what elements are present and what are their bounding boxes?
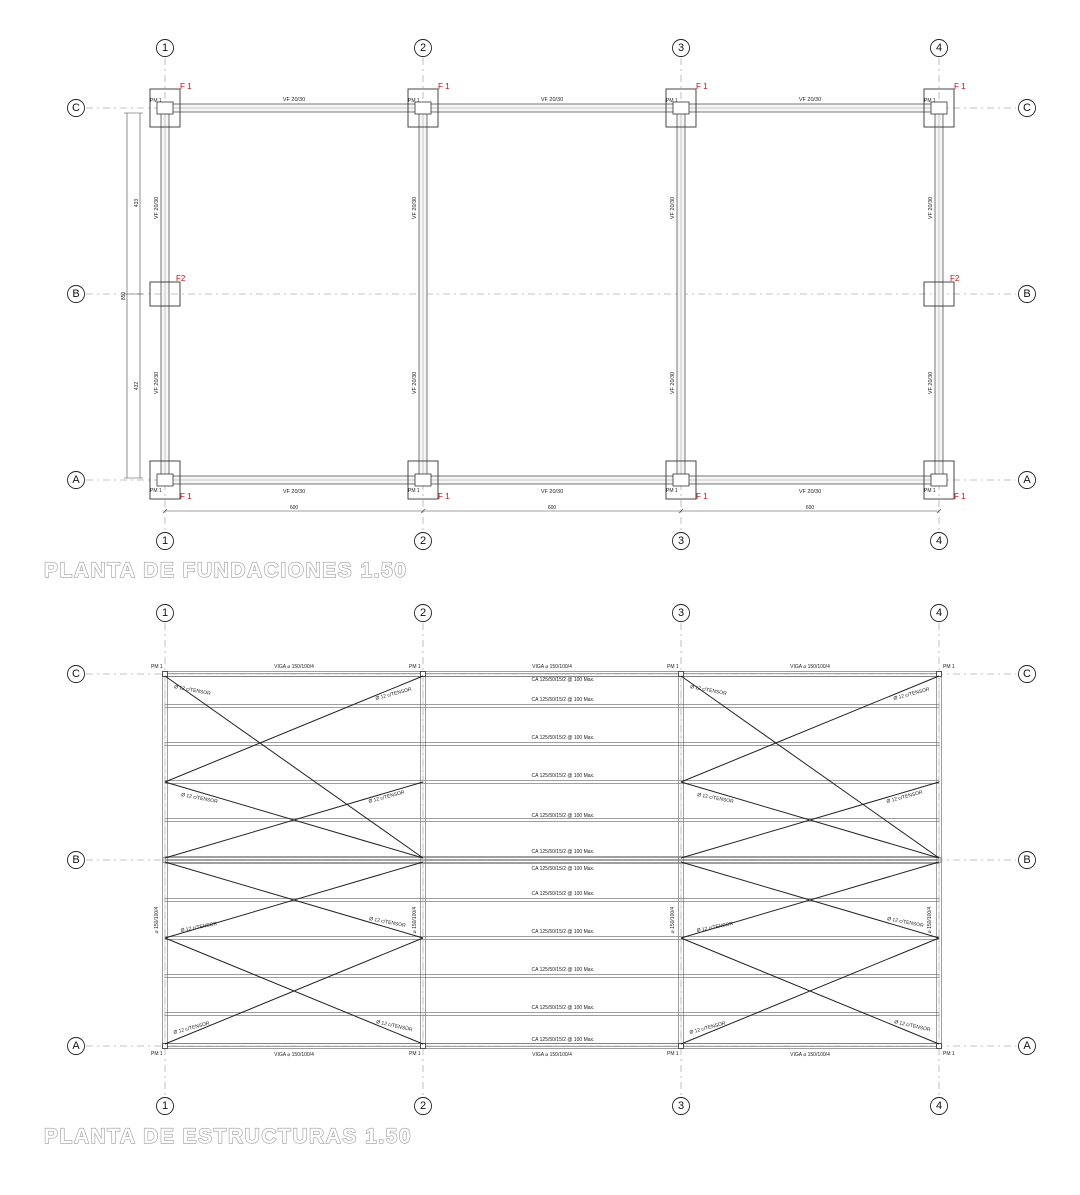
- beam-label: VF 20/30: [798, 97, 822, 103]
- footing-label: F 1: [438, 492, 450, 501]
- purlin-label: CA 125/50/15/2 @ 100 Max.: [531, 967, 595, 973]
- footing-label: F 1: [696, 82, 708, 91]
- beam-label: VF 20/30: [282, 489, 306, 495]
- purlin-ca: [165, 975, 939, 978]
- beam-label: VF 20/30: [154, 196, 160, 220]
- pier-label: PM 1: [667, 1051, 679, 1057]
- grid-bubble-label: 1: [161, 42, 169, 54]
- dimension-value: 432: [134, 381, 140, 391]
- grid-bubble-label: 4: [935, 1100, 943, 1112]
- purlin-label: CA 125/50/15/2 @ 100 Max.: [531, 813, 595, 819]
- grid-bubble-label: 3: [677, 535, 685, 547]
- dimension-value: 850: [121, 291, 127, 301]
- brace-label: Ø 12 c/TENSOR: [696, 921, 734, 934]
- grid-bubble-label: 3: [677, 607, 685, 619]
- grid-bubble-label: C: [72, 102, 80, 114]
- pier-label: PM 1: [150, 98, 162, 104]
- grid-bubble-label: 2: [419, 607, 427, 619]
- pier-pm1: [157, 474, 173, 486]
- pier-pm1: [421, 1044, 426, 1049]
- pier-label: PM 1: [151, 1051, 163, 1057]
- dimension-value: 600: [547, 505, 557, 511]
- grid-bubble-label: 4: [935, 42, 943, 54]
- beam-label: VF 20/30: [670, 196, 676, 220]
- purlin-label: CA 125/50/15/2 @ 100 Max.: [531, 891, 595, 897]
- pier-label: PM 1: [666, 488, 678, 494]
- grid-bubble-label: B: [72, 854, 80, 866]
- brace-label: Ø 12 c/TENSOR: [375, 1019, 413, 1034]
- beam-label: VIGA ⌀ 150/100/4: [274, 1052, 314, 1058]
- beam-label: VF 20/30: [412, 371, 418, 395]
- brace-label: Ø 12 c/TENSOR: [367, 789, 406, 805]
- pier-pm1: [421, 672, 426, 677]
- column-label: ⌀ 150/100/4: [154, 906, 160, 934]
- purlin-label: CA 125/50/15/2 @ 100 Max.: [531, 697, 595, 703]
- grid-bubble-label: 1: [161, 607, 169, 619]
- brace-label: Ø 12 c/TENSOR: [180, 921, 218, 934]
- purlin-ca: [165, 781, 939, 784]
- brace-label: Ø 12 c/TENSOR: [886, 916, 925, 930]
- grid-bubble-label: C: [1023, 102, 1031, 114]
- beam-label: VF 20/30: [540, 97, 564, 103]
- foundation-plan: [68, 40, 1036, 550]
- structure-plan-title: PLANTA DE ESTRUCTURAS 1.50: [44, 1125, 413, 1148]
- grid-bubble-label: B: [1023, 854, 1031, 866]
- pier-pm1: [673, 474, 689, 486]
- footing-label: F 1: [180, 82, 192, 91]
- beam-label: VF 20/30: [540, 489, 564, 495]
- column-label: ⌀ 150/100/4: [412, 906, 418, 934]
- pier-pm1: [931, 474, 947, 486]
- dimension-value: 600: [805, 505, 815, 511]
- tensor-brace: [681, 676, 939, 858]
- pier-label: PM 1: [943, 664, 955, 670]
- purlin-label: CA 125/50/15/2 @ 100 Max.: [531, 677, 595, 683]
- brace-label: Ø 12 c/TENSOR: [173, 684, 212, 698]
- brace-label: Ø 12 c/TENSOR: [893, 1019, 931, 1034]
- brace-label: Ø 12 c/TENSOR: [696, 792, 735, 806]
- footing-label: F 1: [180, 492, 192, 501]
- pier-label: PM 1: [667, 664, 679, 670]
- pier-pm1: [937, 1044, 942, 1049]
- purlin-label: CA 125/50/15/2 @ 100 Max.: [531, 1037, 595, 1043]
- purlin-ca: [165, 857, 939, 860]
- beam-label: VF 20/30: [282, 97, 306, 103]
- purlin-ca: [165, 937, 939, 940]
- beam-label: VIGA ⌀ 150/100/4: [532, 1052, 572, 1058]
- grid-bubble-label: A: [1023, 1040, 1031, 1052]
- brace-label: Ø 12 c/TENSOR: [374, 686, 413, 702]
- purlin-ca: [165, 1013, 939, 1016]
- pier-pm1: [679, 672, 684, 677]
- pier-label: PM 1: [924, 488, 936, 494]
- pier-label: PM 1: [408, 488, 420, 494]
- beam-label: VIGA ⌀ 150/100/4: [790, 1052, 830, 1058]
- purlin-label: CA 125/50/15/2 @ 100 Max.: [531, 773, 595, 779]
- beam-label: VF 20/30: [928, 196, 934, 220]
- column-label: ⌀ 150/100/4: [670, 906, 676, 934]
- beam-label: VF 20/30: [154, 371, 160, 395]
- pier-pm1: [415, 474, 431, 486]
- purlin-ca: [165, 899, 939, 902]
- purlin-label: CA 125/50/15/2 @ 100 Max.: [531, 866, 595, 872]
- purlin-label: CA 125/50/15/2 @ 100 Max.: [531, 1005, 595, 1011]
- footing-label: F 1: [696, 492, 708, 501]
- brace-label: Ø 12 c/TENSOR: [885, 789, 924, 805]
- brace-label: Ø 12 c/TENSOR: [172, 1020, 211, 1036]
- brace-label: Ø 12 c/TENSOR: [368, 916, 407, 930]
- beam-label: VIGA ⌀ 150/100/4: [274, 664, 314, 670]
- grid-bubble-label: B: [72, 288, 80, 300]
- grid-bubble-label: 1: [161, 535, 169, 547]
- grid-bubble-label: A: [72, 474, 80, 486]
- purlin-ca: [165, 705, 939, 708]
- grid-bubble-label: C: [72, 668, 80, 680]
- pier-label: PM 1: [666, 98, 678, 104]
- grid-bubble-label: 2: [419, 1100, 427, 1112]
- beam-label: VF 20/30: [798, 489, 822, 495]
- pier-pm1: [937, 672, 942, 677]
- brace-label: Ø 12 c/TENSOR: [892, 686, 931, 702]
- pier-pm1: [163, 672, 168, 677]
- footing-label: F 1: [438, 82, 450, 91]
- foundation-plan-title: PLANTA DE FUNDACIONES 1.50: [44, 559, 408, 582]
- grid-bubble-label: B: [1023, 288, 1031, 300]
- beam-label: VF 20/30: [670, 371, 676, 395]
- grid-bubble-label: A: [72, 1040, 80, 1052]
- purlin-ca: [165, 861, 939, 864]
- footing-label: F2: [950, 274, 960, 283]
- dimension-value: 433: [134, 198, 140, 208]
- grid-bubble-label: 2: [419, 535, 427, 547]
- structure-plan: [68, 605, 1036, 1115]
- grid-bubble-label: 4: [935, 607, 943, 619]
- pier-label: PM 1: [150, 488, 162, 494]
- footing-label: F 1: [954, 82, 966, 91]
- pier-pm1: [679, 1044, 684, 1049]
- pier-label: PM 1: [151, 664, 163, 670]
- beam-label: VF 20/30: [928, 371, 934, 395]
- grid-bubble-label: 4: [935, 535, 943, 547]
- pier-label: PM 1: [924, 98, 936, 104]
- pier-label: PM 1: [943, 1051, 955, 1057]
- purlin-label: CA 125/50/15/2 @ 100 Max.: [531, 929, 595, 935]
- pier-label: PM 1: [409, 1051, 421, 1057]
- grid-bubble-label: C: [1023, 668, 1031, 680]
- footing-label: F 1: [954, 492, 966, 501]
- beam-label: VIGA ⌀ 150/100/4: [532, 664, 572, 670]
- brace-label: Ø 12 c/TENSOR: [180, 792, 219, 806]
- column-label: ⌀ 150/100/4: [927, 906, 933, 934]
- tensor-brace: [165, 676, 423, 858]
- purlin-label: CA 125/50/15/2 @ 100 Max.: [531, 735, 595, 741]
- beam-label: VF 20/30: [412, 196, 418, 220]
- beam-label: VIGA ⌀ 150/100/4: [790, 664, 830, 670]
- pier-label: PM 1: [409, 664, 421, 670]
- grid-bubble-label: A: [1023, 474, 1031, 486]
- purlin-ca: [165, 743, 939, 746]
- dimension-value: 600: [289, 505, 299, 511]
- brace-label: Ø 12 c/TENSOR: [688, 1020, 727, 1036]
- grid-bubble-label: 3: [677, 1100, 685, 1112]
- grid-bubble-label: 2: [419, 42, 427, 54]
- pier-pm1: [163, 1044, 168, 1049]
- grid-bubble-label: 3: [677, 42, 685, 54]
- purlin-label: CA 125/50/15/2 @ 100 Max.: [531, 849, 595, 855]
- grid-bubble-label: 1: [161, 1100, 169, 1112]
- footing-label: F2: [176, 274, 186, 283]
- pier-label: PM 1: [408, 98, 420, 104]
- brace-label: Ø 12 c/TENSOR: [689, 684, 728, 698]
